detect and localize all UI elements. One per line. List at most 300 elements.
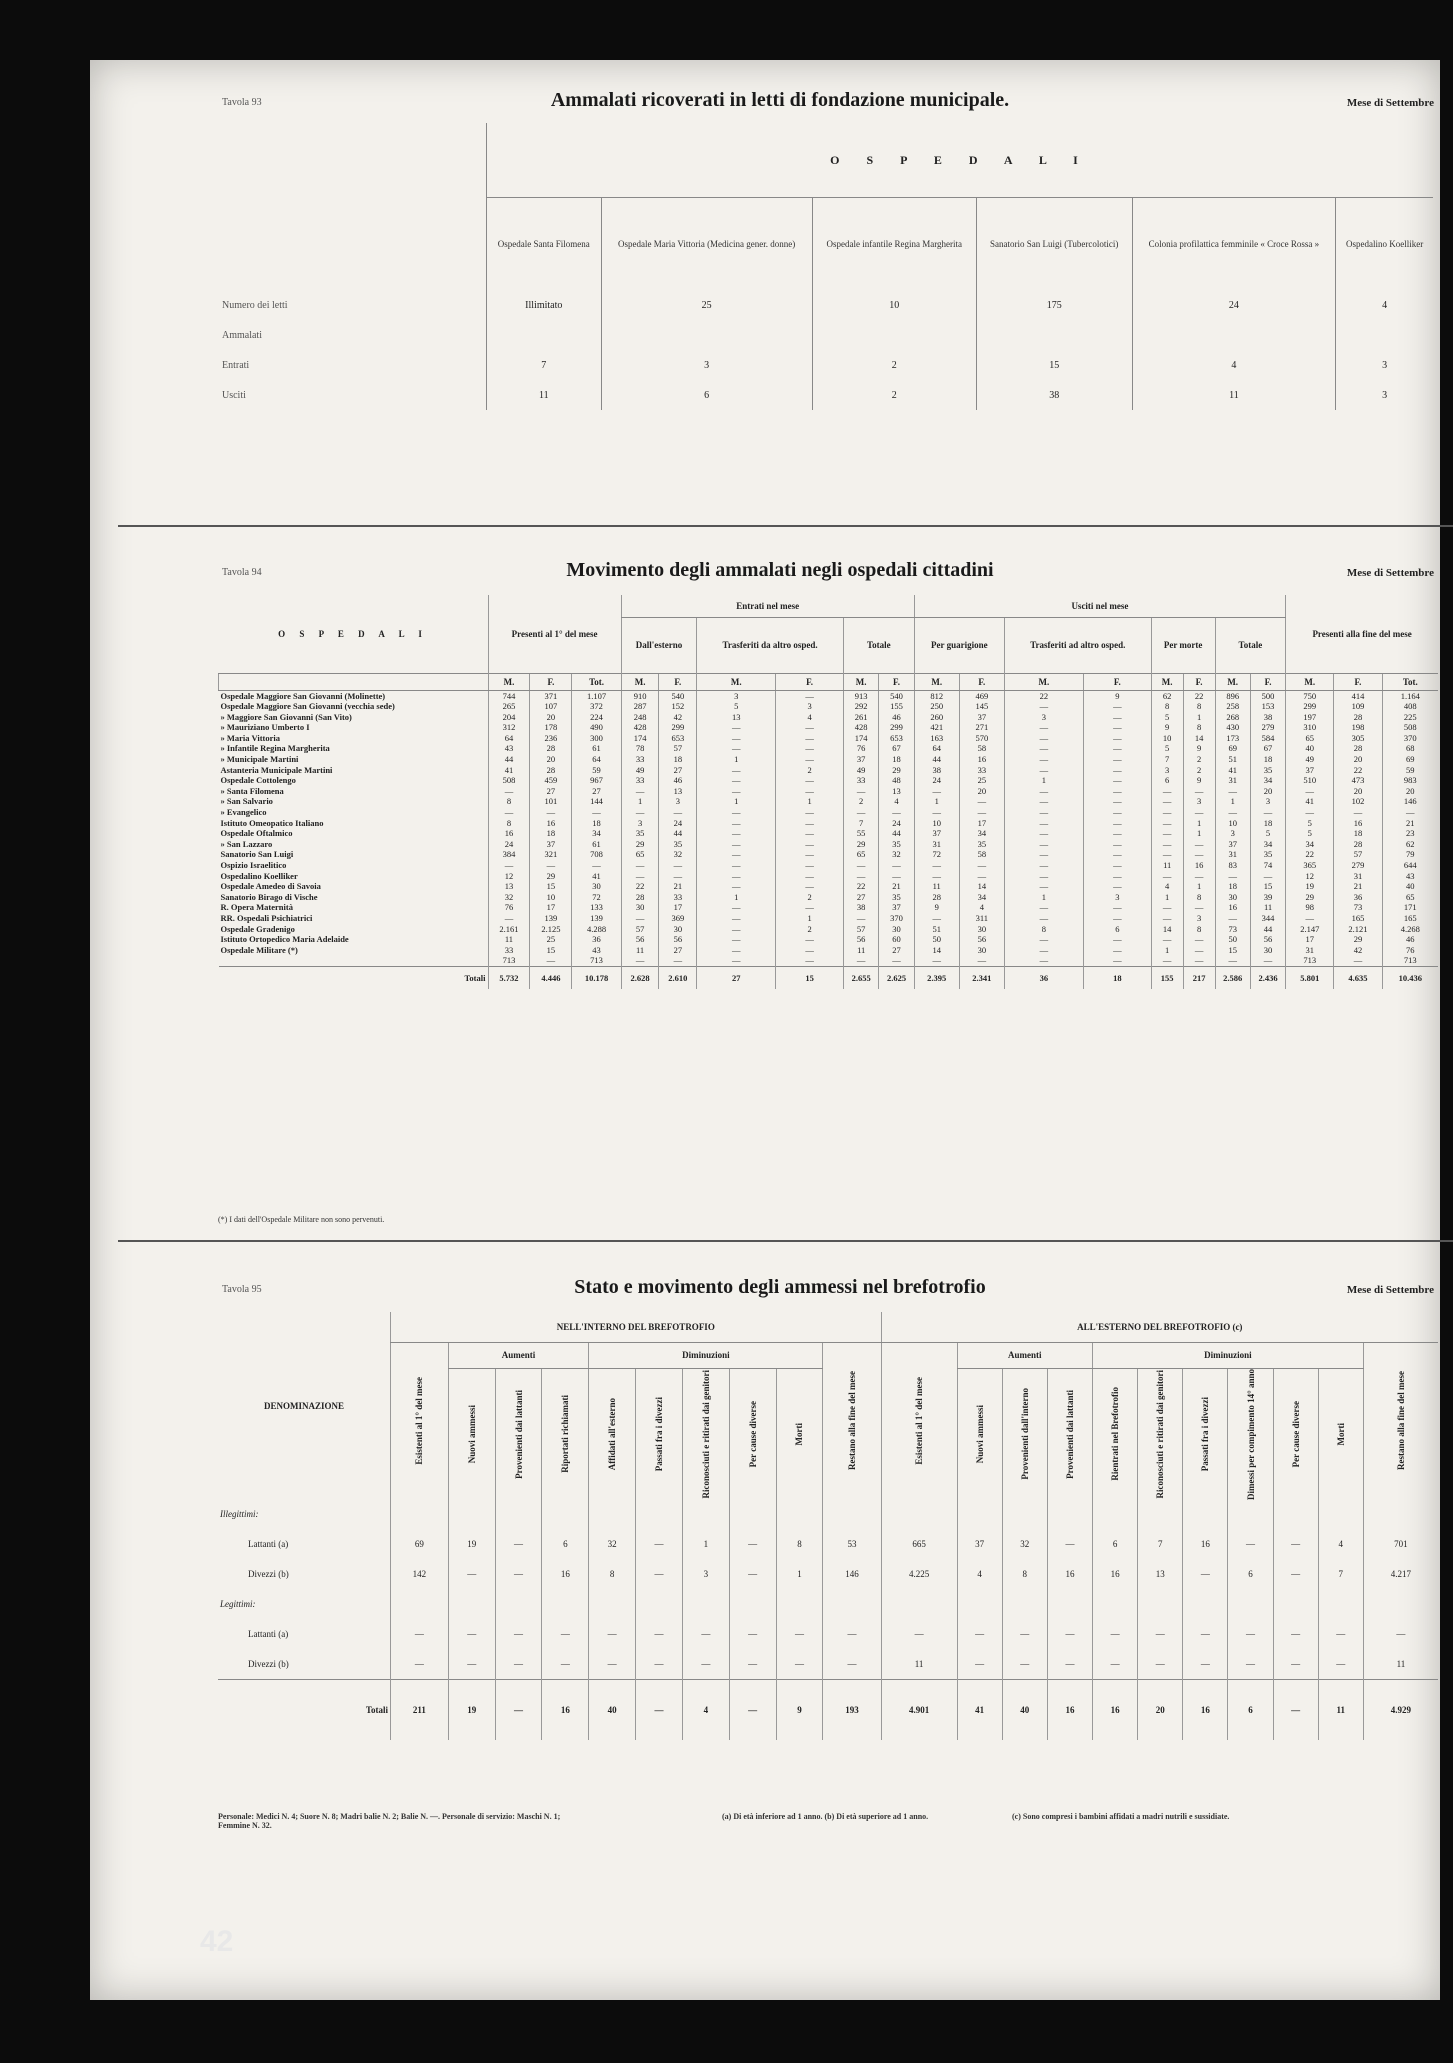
cell: — <box>1228 1619 1273 1649</box>
table-row <box>219 902 1439 913</box>
sex-subheading: M. <box>843 673 878 690</box>
cell: 23 <box>1382 828 1438 839</box>
cell: 28 <box>530 765 572 776</box>
sex-subheading: F. <box>879 673 914 690</box>
cell: — <box>776 1649 823 1680</box>
cell: — <box>530 807 572 818</box>
cell: 144 <box>572 796 621 807</box>
cell: 4 <box>879 796 914 807</box>
column-heading: Nuovi ammessi <box>974 1404 985 1464</box>
hospital-name: Ospedalino Koelliker <box>220 870 298 881</box>
cell: 371 <box>530 690 572 701</box>
cell: — <box>1083 913 1151 924</box>
cell: — <box>1083 796 1151 807</box>
cell: — <box>1083 765 1151 776</box>
cell: 37 <box>530 839 572 850</box>
cell: 5 <box>697 701 776 712</box>
cell: 584 <box>1250 733 1285 744</box>
cell: 68 <box>1382 743 1438 754</box>
cell: 57 <box>843 924 878 935</box>
cell: 34 <box>1250 775 1285 786</box>
cell: 17 <box>530 902 572 913</box>
column-heading: Affidati all'esterno <box>607 1397 618 1471</box>
cell: 299 <box>879 722 914 733</box>
cell: 56 <box>621 934 659 945</box>
cell: 18 <box>530 828 572 839</box>
column-heading-cell <box>636 1368 683 1499</box>
cell: — <box>495 1559 542 1589</box>
table-row <box>218 380 1433 410</box>
cell: — <box>879 807 914 818</box>
cell: 15 <box>976 350 1132 380</box>
cell: 1 <box>1183 818 1215 829</box>
cell: — <box>1083 712 1151 723</box>
cell <box>1047 1499 1092 1529</box>
cell: 57 <box>1334 849 1382 860</box>
cell: 19 <box>448 1529 495 1559</box>
sex-subheading: Tot. <box>572 673 621 690</box>
cell <box>448 1589 495 1619</box>
cell: 3 <box>1183 796 1215 807</box>
cell <box>1183 1499 1228 1529</box>
cell: 41 <box>1215 765 1250 776</box>
cell: 4.217 <box>1363 1559 1438 1589</box>
cell: 46 <box>659 775 697 786</box>
cell: 967 <box>572 775 621 786</box>
cell: 24 <box>488 839 530 850</box>
cell: 4.446 <box>530 966 572 989</box>
cell: 61 <box>572 743 621 754</box>
cell: 27 <box>572 786 621 797</box>
row-label: Lattanti (a) <box>248 1539 289 1550</box>
cell <box>636 1499 683 1529</box>
cell: — <box>1151 786 1183 797</box>
cell: — <box>572 860 621 871</box>
cell: 16 <box>1334 818 1382 829</box>
cell: — <box>1151 828 1183 839</box>
cell: — <box>1004 701 1083 712</box>
cell: 1 <box>697 796 776 807</box>
cell: 74 <box>1250 860 1285 871</box>
cell: 2.395 <box>914 966 959 989</box>
cell: — <box>495 1680 542 1741</box>
hospital-column: Ospedalino Koelliker <box>1336 198 1433 291</box>
cell: 27 <box>697 966 776 989</box>
cell: 55 <box>843 828 878 839</box>
cell: 224 <box>572 712 621 723</box>
cell: 910 <box>621 690 659 701</box>
cell: 37 <box>1215 839 1250 850</box>
cell: 10 <box>914 818 959 829</box>
cell: — <box>1334 807 1382 818</box>
row-label-heading <box>218 198 487 291</box>
cell: 33 <box>621 754 659 765</box>
cell: 38 <box>843 902 878 913</box>
cell: 40 <box>1286 743 1334 754</box>
cell: 33 <box>843 775 878 786</box>
cell: 17 <box>659 902 697 913</box>
cell: 22 <box>1334 765 1382 776</box>
cell: 305 <box>1334 733 1382 744</box>
cell: — <box>621 871 659 882</box>
cell: 15 <box>1215 945 1250 956</box>
cell: — <box>1004 754 1083 765</box>
cell: — <box>448 1649 495 1680</box>
cell: — <box>823 1649 881 1680</box>
cell: — <box>1382 807 1438 818</box>
cell: — <box>729 1619 776 1649</box>
table-row <box>219 712 1439 723</box>
cell: 44 <box>914 754 959 765</box>
cell: 13 <box>488 881 530 892</box>
diminuzioni-esterno-heading: Diminuzioni <box>1093 1342 1364 1368</box>
cell: — <box>1151 902 1183 913</box>
cell: 18 <box>1083 966 1151 989</box>
cell <box>1138 1499 1183 1529</box>
cell: 20 <box>1138 1680 1183 1741</box>
cell <box>487 320 602 350</box>
cell: — <box>1004 860 1083 871</box>
table-row <box>219 786 1439 797</box>
cell: 310 <box>1286 722 1334 733</box>
column-heading: Morti <box>1335 1422 1346 1446</box>
cell: 644 <box>1382 860 1438 871</box>
cell: 344 <box>1250 913 1285 924</box>
cell: 8 <box>776 1529 823 1559</box>
cell: 19 <box>1286 881 1334 892</box>
cell: 2.436 <box>1250 966 1285 989</box>
cell: 3 <box>1083 892 1151 903</box>
cell: 102 <box>1334 796 1382 807</box>
cell: 22 <box>1004 690 1083 701</box>
cell: — <box>1083 722 1151 733</box>
cell: 146 <box>1382 796 1438 807</box>
cell: — <box>1004 849 1083 860</box>
cell: 29 <box>879 765 914 776</box>
cell: 204 <box>488 712 530 723</box>
cell: — <box>572 807 621 818</box>
cell <box>776 1499 823 1529</box>
cell: 35 <box>1250 765 1285 776</box>
cell: 165 <box>1382 913 1438 924</box>
column-heading: Passati fra i divezzi <box>1200 1396 1211 1472</box>
cell: — <box>776 849 844 860</box>
cell: 540 <box>879 690 914 701</box>
cell: 1 <box>776 913 844 924</box>
cell: 139 <box>530 913 572 924</box>
cell: — <box>530 955 572 966</box>
cell: 39 <box>1250 892 1285 903</box>
cell: 16 <box>1183 1680 1228 1741</box>
cell <box>729 1589 776 1619</box>
cell: 20 <box>1250 786 1285 797</box>
cell: 18 <box>659 754 697 765</box>
hospital-name: » Municipale Martini <box>220 754 299 765</box>
cell: 16 <box>959 754 1004 765</box>
hospital-column: Ospedale Maria Vittoria (Medicina gener. donne) <box>601 198 812 291</box>
cell: 18 <box>1215 881 1250 892</box>
cell: — <box>1083 754 1151 765</box>
cell: 79 <box>1382 849 1438 860</box>
cell: 50 <box>914 934 959 945</box>
cell: — <box>843 860 878 871</box>
cell: — <box>959 955 1004 966</box>
cell: 27 <box>879 945 914 956</box>
cell: 4.225 <box>881 1559 957 1589</box>
column-heading-cell <box>542 1368 589 1499</box>
cell: — <box>659 871 697 882</box>
cell: — <box>776 902 844 913</box>
cell: — <box>1083 839 1151 850</box>
cell: — <box>776 934 844 945</box>
cell: 6 <box>1083 924 1151 935</box>
cell: — <box>495 1529 542 1559</box>
cell: — <box>1228 1529 1273 1559</box>
row-label: Legittimi: <box>220 1599 256 1610</box>
cell: 20 <box>1334 786 1382 797</box>
hospital-name: » San Salvario <box>220 796 273 807</box>
cell: 540 <box>659 690 697 701</box>
cell: — <box>1286 786 1334 797</box>
cell: 18 <box>572 818 621 829</box>
cell: 11 <box>881 1649 957 1680</box>
cell: — <box>1151 839 1183 850</box>
cell: 13 <box>659 786 697 797</box>
cell: 30 <box>572 881 621 892</box>
column-heading: Provenienti dai lattanti <box>513 1389 524 1479</box>
cell <box>1228 1589 1273 1619</box>
cell: 109 <box>1334 701 1382 712</box>
cell: 42 <box>659 712 697 723</box>
cell <box>636 1589 683 1619</box>
cell: — <box>914 807 959 818</box>
cell: 9 <box>776 1680 823 1741</box>
column-heading-cell <box>729 1368 776 1499</box>
cell: 11 <box>1363 1649 1438 1680</box>
cell: 30 <box>879 924 914 935</box>
cell: — <box>1183 955 1215 966</box>
cell: — <box>1004 902 1083 913</box>
row-label: Numero dei letti <box>222 299 288 311</box>
cell: — <box>448 1559 495 1589</box>
table-row <box>219 849 1439 860</box>
cell: — <box>697 786 776 797</box>
cell: — <box>1083 743 1151 754</box>
sex-subheading: F. <box>776 673 844 690</box>
cell: — <box>1004 765 1083 776</box>
cell: 312 <box>488 722 530 733</box>
cell: — <box>914 913 959 924</box>
cell: 59 <box>572 765 621 776</box>
cell: — <box>1183 807 1215 818</box>
presenti-heading: Presenti al 1° del mese <box>488 595 621 673</box>
cell: 1.107 <box>572 690 621 701</box>
cell <box>601 320 812 350</box>
cell <box>448 1499 495 1529</box>
note-eta: (a) Di età inferiore ad 1 anno. (b) Di età superiore ad 1 anno. <box>722 1812 929 1821</box>
cell: 18 <box>1250 818 1285 829</box>
cell: 500 <box>1250 690 1285 701</box>
cell: 37 <box>959 712 1004 723</box>
cell: 31 <box>914 839 959 850</box>
column-heading: Provenienti dall'interno <box>1019 1388 1030 1480</box>
cell: — <box>1004 796 1083 807</box>
cell: 1 <box>776 796 844 807</box>
cell: 15 <box>530 945 572 956</box>
cell: 58 <box>959 849 1004 860</box>
cell: 7 <box>843 818 878 829</box>
column-heading: Riconosciuti e ritirati dai genitori <box>1155 1369 1166 1499</box>
cell: — <box>1083 945 1151 956</box>
cell: 3 <box>601 350 812 380</box>
cell <box>1002 1589 1047 1619</box>
cell: 19 <box>448 1680 495 1741</box>
cell: 76 <box>488 902 530 913</box>
cell: 107 <box>530 701 572 712</box>
cell: 27 <box>659 945 697 956</box>
cell: 57 <box>659 743 697 754</box>
cell: 30 <box>621 902 659 913</box>
hospital-column: Ospedale infantile Regina Margherita <box>812 198 976 291</box>
cell: — <box>1151 849 1183 860</box>
tavola-93-title: Ammalati ricoverati in letti di fondazione municipale. <box>550 89 1010 111</box>
cell <box>1183 1589 1228 1619</box>
cell: 384 <box>488 849 530 860</box>
cell: 713 <box>488 955 530 966</box>
cell: — <box>697 775 776 786</box>
cell: — <box>1083 881 1151 892</box>
cell: 1 <box>1151 945 1183 956</box>
cell: — <box>1273 1559 1318 1589</box>
cell: — <box>636 1559 683 1589</box>
cell <box>881 1499 957 1529</box>
cell: 153 <box>1250 701 1285 712</box>
totals-label: Totali <box>219 966 489 989</box>
note-personale: Personale: Medici N. 4; Suore N. 8; Madri balie N. 2; Balie N. —. Personale di servizio: Maschi N. 1; Femmine N. 32. <box>218 1812 561 1830</box>
cell: 1 <box>1151 892 1183 903</box>
cell: — <box>1047 1529 1092 1559</box>
cell: 2.625 <box>879 966 914 989</box>
cell: 1 <box>1215 796 1250 807</box>
cell: 22 <box>843 881 878 892</box>
cell: 701 <box>1363 1529 1438 1559</box>
cell: — <box>697 849 776 860</box>
cell: 37 <box>914 828 959 839</box>
cell: 365 <box>1286 860 1334 871</box>
cell: 7 <box>487 350 602 380</box>
cell: 1 <box>697 892 776 903</box>
cell: 18 <box>1250 754 1285 765</box>
cell: — <box>636 1649 683 1680</box>
cell: 12 <box>1286 871 1334 882</box>
cell: 3 <box>1004 712 1083 723</box>
cell: — <box>682 1619 729 1649</box>
cell: 9 <box>914 902 959 913</box>
sex-subheading: F. <box>1183 673 1215 690</box>
cell: 2.341 <box>959 966 1004 989</box>
cell: — <box>636 1680 683 1741</box>
cell: 35 <box>1250 849 1285 860</box>
cell: — <box>1273 1619 1318 1649</box>
cell: 142 <box>391 1559 449 1589</box>
column-heading: Restano alla fine del mese <box>847 1371 857 1471</box>
column-heading-cell <box>682 1368 729 1499</box>
cell: — <box>1004 881 1083 892</box>
usciti-heading: Usciti nel mese <box>914 595 1286 617</box>
cell: — <box>488 786 530 797</box>
hospital-name: Istituto Omeopatico Italiano <box>220 817 324 828</box>
cell: — <box>776 722 844 733</box>
table-row <box>219 828 1439 839</box>
cell: 279 <box>1334 860 1382 871</box>
cell: 41 <box>1286 796 1334 807</box>
cell: 653 <box>879 733 914 744</box>
cell: 146 <box>823 1559 881 1589</box>
cell: 8 <box>1002 1559 1047 1589</box>
cell: 7 <box>1318 1559 1363 1589</box>
cell: 49 <box>1286 754 1334 765</box>
cell: 32 <box>488 892 530 903</box>
cell: — <box>1047 1619 1092 1649</box>
cell: 57 <box>621 924 659 935</box>
cell <box>1093 1589 1138 1619</box>
cell: 21 <box>879 881 914 892</box>
cell: 37 <box>1286 765 1334 776</box>
sex-subheading: M. <box>697 673 776 690</box>
row-label: Usciti <box>222 389 246 401</box>
table-row <box>219 955 1439 966</box>
cell: 49 <box>621 765 659 776</box>
cell: 198 <box>1334 722 1382 733</box>
column-heading: Dimessi per compimento 14° anno <box>1245 1368 1256 1500</box>
cell: — <box>957 1649 1002 1680</box>
cell: — <box>488 860 530 871</box>
cell <box>542 1589 589 1619</box>
cell: 665 <box>881 1529 957 1559</box>
cell: 708 <box>572 849 621 860</box>
cell: 38 <box>1250 712 1285 723</box>
cell: 33 <box>659 892 697 903</box>
cell: 16 <box>542 1680 589 1741</box>
table-row <box>219 754 1439 765</box>
cell: 4 <box>776 712 844 723</box>
cell: 155 <box>879 701 914 712</box>
cell: — <box>959 860 1004 871</box>
cell: — <box>1004 839 1083 850</box>
cell: 69 <box>1215 743 1250 754</box>
cell: 32 <box>659 849 697 860</box>
cell: 34 <box>572 828 621 839</box>
cell <box>1363 1499 1438 1529</box>
cell: 12 <box>488 871 530 882</box>
cell: 35 <box>959 839 1004 850</box>
cell: 7 <box>1138 1529 1183 1559</box>
cell: 271 <box>959 722 1004 733</box>
cell: 653 <box>659 733 697 744</box>
cell: 15 <box>530 881 572 892</box>
cell: 16 <box>1183 1529 1228 1559</box>
cell: 14 <box>914 945 959 956</box>
cell: 56 <box>959 934 1004 945</box>
cell: 41 <box>957 1680 1002 1741</box>
cell: — <box>1004 913 1083 924</box>
cell: — <box>1004 818 1083 829</box>
cell: 65 <box>1382 892 1438 903</box>
cell: — <box>1093 1649 1138 1680</box>
cell: 69 <box>1382 754 1438 765</box>
cell <box>495 1589 542 1619</box>
cell: 299 <box>1286 701 1334 712</box>
